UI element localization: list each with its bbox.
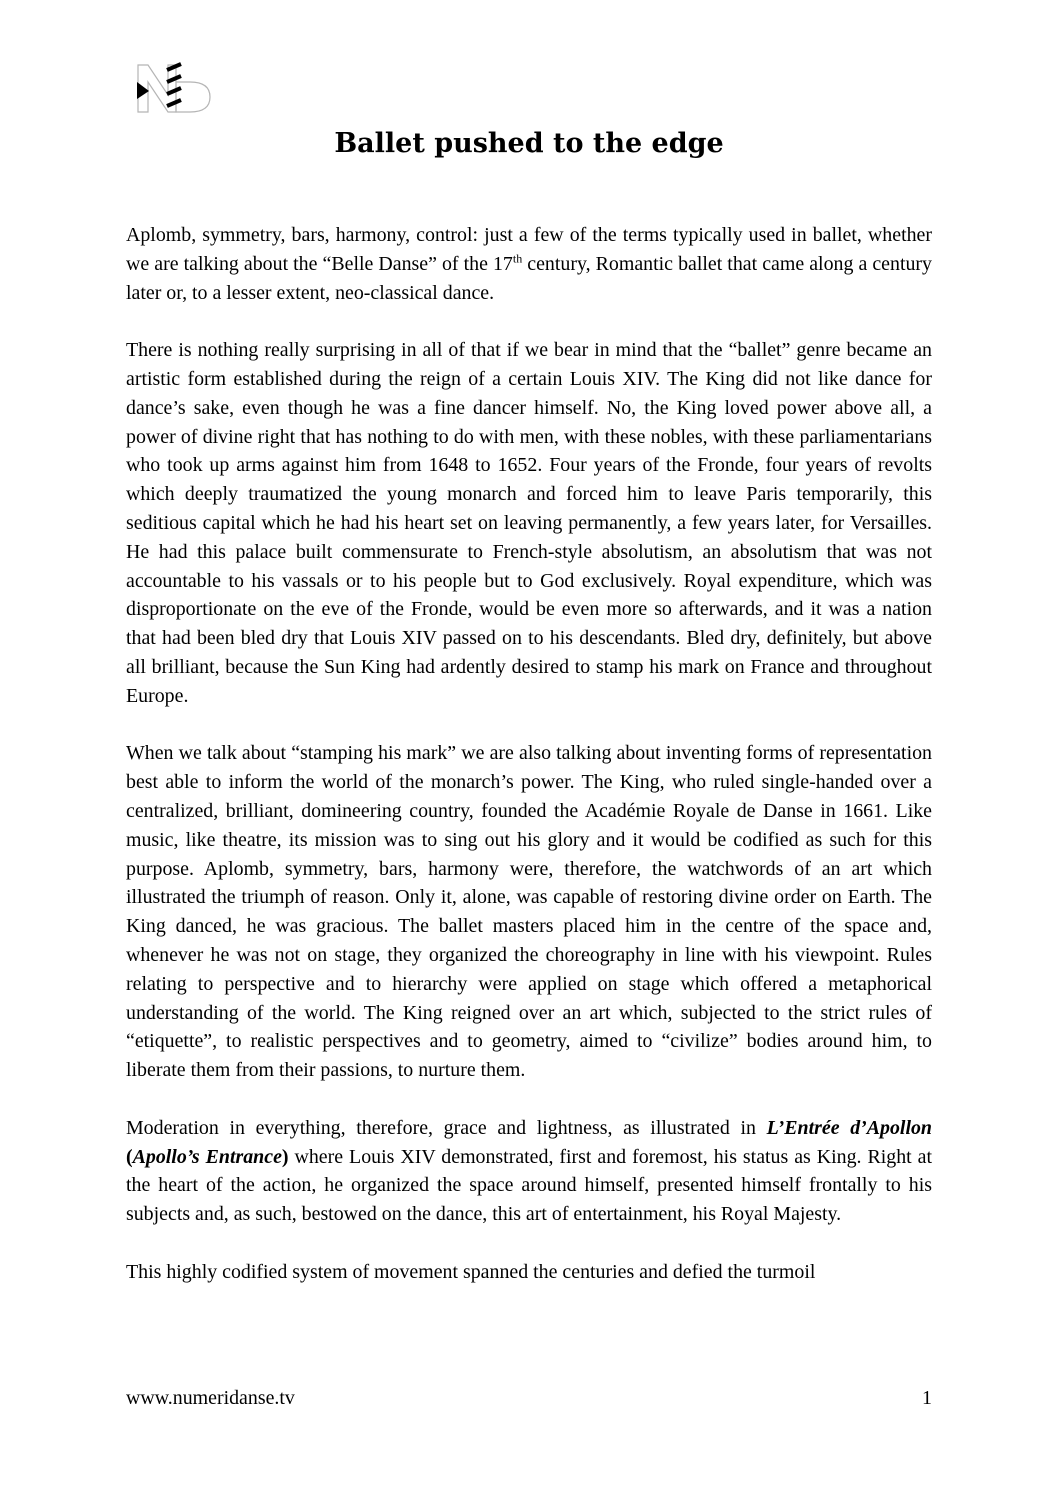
paragraph-2: There is nothing really surprising in all of that if we bear in mind that the “ballet” genre became an artistic form established during the reign of a certain Louis XIV. The King did not like dance for dance’s sake, even though he was a fine dancer himself. No, the King loved power above all, a power of divine right that has nothing to do with men, with these nobles, with these parliamentarians who took up arms against him from 1648 to 1652. Four years of the Fronde, four years of revolts which deeply traumatized the young monarch and forced him to leave Paris temporarily, this seditious capital which he had his heart set on leaving permanently, a few years later, for Versailles. He had this palace built commensurate to French-style absolutism, an absolutism that was not accountable to his vassals or to his people but to God exclusively. Royal expenditure, which was disproportionate on the eve of the Fronde, would be even more so afterwards, and it was a nation that had been bled dry that Louis XIV passed on to his descendants. Bled dry, definitely, but above all brilliant, because the Sun King had ardently desired to stamp his mark on France and throughout Europe.: [126, 339, 932, 707]
paragraph-5: This highly codified system of movement spanned the centuries and defied the turmoil: [126, 1260, 816, 1283]
numeridanse-nd-logo-icon: [134, 62, 214, 116]
paren-close: ): [281, 1145, 289, 1168]
paragraph-1-text-a: Aplomb, symmetry, bars, harmony, control: just a few of the terms typically used in ballet, whether we are talking about the “Belle Danse” of the 17: [126, 224, 932, 275]
document-body: [126, 221, 932, 1315]
paragraph-4-text-f: where Louis XIV demonstrated, first and foremost, his status as King. Right at the heart of the action, he organized the space around himself, presented himself frontally to his subjects and, as such, bestowed on the dance, this art of entertainment, his Royal Majesty.: [126, 1145, 932, 1226]
paragraph-1: [126, 221, 932, 307]
work-title-apollos-entrance: Apollo’s Entrance: [132, 1145, 282, 1168]
footer-website-url: www.numeridanse.tv: [126, 1387, 295, 1409]
work-title-entree-apollon: L’Entrée d’Apollon: [766, 1116, 932, 1139]
footer-page-number: 1: [922, 1387, 932, 1409]
paragraph-3: When we talk about “stamping his mark” we are also talking about inventing forms of representation best able to inform the world of the monarch’s power. The King, who ruled single-handed over a centralized, brilliant, domineering country, founded the Académie Royale de Danse in 1661. Like music, like theatre, its mission was to sing out his glory and it would be codified as such for this purpose. Aplomb, symmetry, bars, harmony were, therefore, the watchwords of an art which illustrated the triumph of reason. Only it, alone, was capable of restoring divine order on Earth. The King danced, he was gracious. The ballet masters placed him in the centre of the space and, whenever he was not on stage, they organized the choreography in line with his viewpoint. Rules relating to perspective and to hierarchy were applied on stage which offered a metaphorical understanding of the world. The King reigned over an art which, subjected to the strict rules of “etiquette”, to realistic perspectives and to geometry, aimed to “civilize” bodies around him, to liberate them from their passions, to nurture them.: [126, 742, 932, 1082]
paren-open: (: [126, 1145, 133, 1168]
document-title: Ballet pushed to the edge: [334, 128, 724, 159]
paragraph-4: [126, 1114, 932, 1229]
superscript-th: th: [512, 251, 523, 266]
paragraph-4-text-a: Moderation in everything, therefore, grace and lightness, as illustrated in: [126, 1116, 767, 1139]
paragraph-1-text-b: century, Romantic ballet that came along a century later or, to a lesser extent, neo-classical dance.: [126, 252, 933, 304]
